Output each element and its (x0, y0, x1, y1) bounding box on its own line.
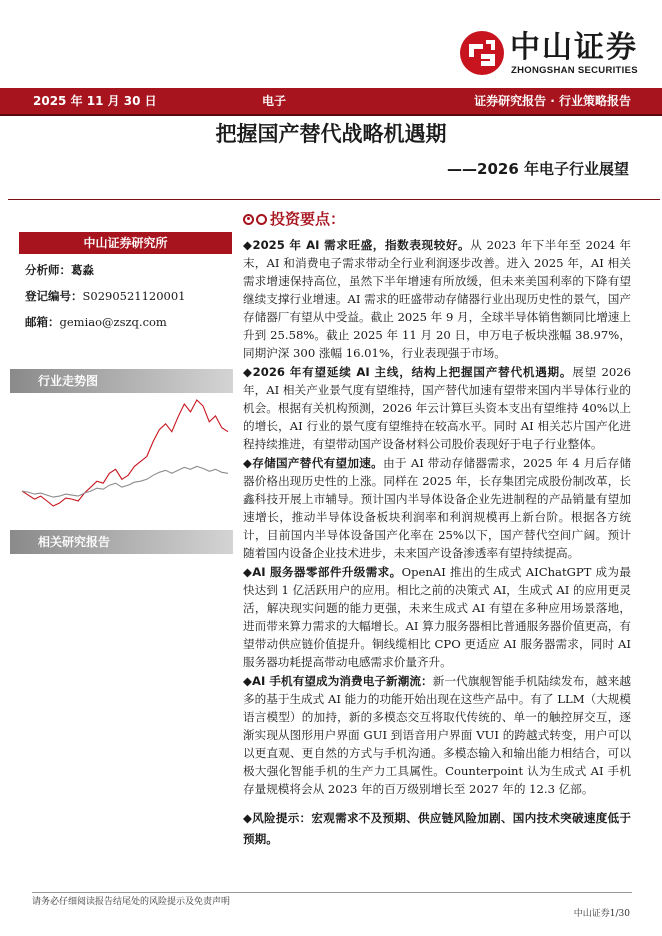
analyst-label: 分析师： (25, 263, 71, 277)
analyst-name: 葛淼 (71, 263, 94, 277)
trend-series-line-2 (22, 466, 228, 497)
point-2-lead: ◆2026 年有望延续 AI 主线，结构上把握国产替代机遇期。 (243, 365, 573, 379)
email-line (25, 314, 167, 330)
report-title: 把握国产替代战略机遇期 (215, 122, 447, 146)
point-3-text: 由于 AI 带动存储器需求，2025 年 4 月后存储器价格出现历史性的上涨。同样在 2025 年，长存集团完成股份制改革，长鑫科技开展上市辅导。预计国内半导体设备企业先进制程的产品销量有望加速增长，推动半导体设备板块利润率和利润规模再上新台阶。根据各方统计，目前国内半导体设备国产化率在 25%以下，国产替代空间广阔。预计随着国内设备企业技术进步，未来国产设备渗透率有望持续提高。 (243, 456, 631, 560)
point-5 (243, 672, 631, 798)
point-4-text: OpenAI 推出的生成式 AIChatGPT 成为最快达到 1 亿活跃用户的应用。相比之前的决策式 AI，生成式 AI 的应用更灵活，解决现实问题的能力更强，未来生成式 AI 有望在多种应用场景落地，进而带来算力需求的大幅增长。AI 算力服务器相比普通服务器价值更高，有望带动供应链价值提升。铜线缆相比 CPO 更适应 AI 服务器需求，同时 AI 服务器功耗提高带动电感需求价量齐升。 (243, 565, 631, 669)
report-date: 2025 年 11 月 30 日 (33, 94, 157, 108)
point-4-lead: ◆AI 服务器零部件升级需求。 (243, 565, 402, 579)
risk-warning: ◆风险提示：宏观需求不及预期、供应链风险加剧、国内技术突破速度低于预期。 (243, 811, 631, 846)
highlights-title: 投资要点： (270, 210, 346, 228)
bullet-ring-icon (243, 214, 254, 225)
registration-line (25, 288, 186, 304)
zhongshan-logo-icon (459, 30, 505, 76)
point-3-lead: ◆存储国产替代有望加速。 (243, 456, 384, 470)
trend-chart-header: 行业走势图 (10, 369, 233, 393)
email-address[interactable]: gemiao@zszq.com (59, 315, 167, 329)
report-type: 证券研究报告 · 行业策略报告 (474, 94, 631, 108)
related-reports-header: 相关研究报告 (10, 530, 233, 554)
point-2-text: 展望 2026 年，AI 相关产业景气度有望维持，国产替代加速有望带来国内半导体行业的机会。根据有关机构预测，2026 年云计算巨头资本支出有望维持 40%以上的增长，AI 行业的景气度有望维持在较高水平。同时 AI 相关芯片国产化进程持续推进，有望带动国产设备材料公司股价表现好于电子行业整体。 (243, 365, 631, 451)
brand-name-cn: 中山证券 (510, 30, 638, 65)
footer-disclaimer: 请务必仔细阅读报告结尾处的风险提示及免责声明 (32, 897, 231, 907)
point-5-lead: ◆AI 手机有望成为消费电子新潮流： (243, 674, 433, 688)
point-5-text: 新一代旗舰智能手机陆续发布，越来越多的基于生成式 AI 能力的功能开始出现在这些产品中。有了 LLM（大规模语言模型）的加持，新的多模态交互将取代传统的、单一的触控屏交互，逐渐实现从图形用户界面 GUI 到语音用户界面 VUI 的跨越式转变，用户可以以更直观、更自然的方式与手机沟通。多模态输入和输出能力相结合，可以极大强化智能手机的生产力工具属性。Counterpoint 认为生成式 AI 手机存量规模将会从 2023 年的百万级别增长至 2027 年的 12.3 亿部。 (243, 674, 631, 796)
point-1 (243, 236, 631, 362)
highlights-heading (243, 209, 345, 229)
report-sector: 电子 (262, 94, 287, 108)
registration-number: S0290521120001 (82, 289, 186, 303)
header-band-underline (0, 114, 662, 116)
report-subtitle: ——2026 年电子行业展望 (447, 160, 629, 178)
page-number: 中山证券1/30 (573, 909, 630, 919)
registration-label: 登记编号： (25, 289, 83, 303)
title-divider (8, 199, 660, 200)
brand-name-en: ZHONGSHAN SECURITIES (511, 65, 638, 76)
point-1-lead: ◆2025 年 AI 需求旺盛，指数表现较好。 (243, 238, 471, 252)
point-3 (243, 454, 631, 562)
trend-chart (14, 392, 236, 516)
point-1-text: 从 2023 年下半年至 2024 年末，AI 和消费电子需求带动全行业利润逐步改善。进入 2025 年，AI 相关需求增速保持高位，虽然下半年增速有所放缓，但未来美国利率的下降有望继续支撑行业增速。AI 需求的旺盛带动存储器行业出现历史性的景气，国产存储器厂有望从中受益。截止 2025 年 9 月，全球半导体销售额同比增速上升到 25.58%。截止 2025 年 11 月 20 日，申万电子板块涨幅 38.97%，同期沪深 300 涨幅 16.01%，行业表现强于市场。 (243, 238, 631, 360)
bullet-circle-icon (256, 214, 267, 225)
point-4 (243, 563, 631, 671)
analyst-line (25, 262, 94, 278)
footer-divider (32, 892, 632, 893)
trend-series-line-1 (22, 400, 228, 506)
point-2 (243, 363, 631, 453)
email-label: 邮箱： (25, 315, 60, 329)
institute-banner: 中山证券研究所 (19, 232, 232, 254)
